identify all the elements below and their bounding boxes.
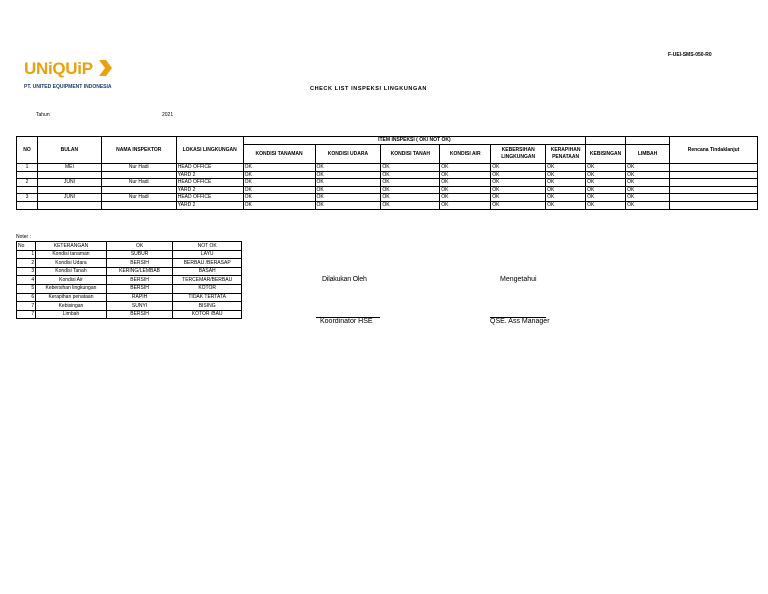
col-kondisi-air: KONDISI AIR [440,145,491,164]
cell-status: OK [315,186,381,194]
col-limbah: LIMBAH [626,145,670,164]
cell-status: OK [586,171,626,179]
notes-cell-keterangan: Kondisi tanaman [36,250,107,259]
cell-status: OK [440,164,491,172]
cell-status: OK [315,179,381,187]
col-lokasi: LOKASI LINGKUNGAN [176,137,243,164]
cell-bulan: JUNI [37,194,101,202]
notes-cell-no: 3 [17,267,36,276]
company-logo [24,59,113,79]
cell-status: OK [586,194,626,202]
acknowledged-label: Mengetahui [500,276,537,283]
cell-bulan: MEI [37,164,101,172]
cell-status: OK [626,179,670,187]
col-kebisingan: KEBISINGAN [586,145,626,164]
notes-cell-not-ok: BISING [173,302,242,311]
col-kondisi-tanah: KONDISI TANAH [381,145,440,164]
document-code: F-UEI-SMS-050-R0 [668,52,712,58]
notes-cell-keterangan: Kondisi Udara [36,259,107,268]
notes-cell-no: 2 [17,259,36,268]
cell-lokasi: HEAD OFFICE [176,179,243,187]
year-label: Tahun [36,112,50,118]
notes-cell-not-ok: KOTOR /BAU [173,310,242,319]
cell-lokasi: YARD 2 [176,201,243,209]
notes-row [17,276,242,285]
cell-status: OK [440,186,491,194]
table-row [17,179,758,187]
notes-cell-ok: BERSIH [106,284,173,293]
cell-lokasi: YARD 2 [176,171,243,179]
notes-row [17,293,242,302]
cell-no [17,201,38,209]
logo-wordmark: UNiQUiP [24,59,93,78]
notes-cell-ok: SUNYI [106,302,173,311]
cell-rencana [670,186,758,194]
cell-status: OK [243,164,315,172]
document-title: CHECK LIST INSPEKSI LINGKUNGAN [310,86,428,92]
inspection-table [16,136,758,210]
cell-rencana [670,179,758,187]
notes-col-not-ok: NOT OK [173,242,242,251]
cell-status: OK [491,179,546,187]
col-kebersihan: KEBERSIHAN LINGKUNGAN [491,145,546,164]
table-row [17,186,758,194]
cell-status: OK [491,171,546,179]
cell-inspektor: Nur Hadi [101,179,176,187]
cell-status: OK [546,194,586,202]
performed-by-label: Dilakukan Oleh [322,276,367,283]
cell-status: OK [440,179,491,187]
cell-rencana [670,201,758,209]
cell-status: OK [626,201,670,209]
notes-cell-keterangan: Kebisingan [36,302,107,311]
cell-status: OK [626,171,670,179]
cell-lokasi: YARD 2 [176,186,243,194]
cell-bulan [37,171,101,179]
cell-rencana [670,164,758,172]
cell-status: OK [586,179,626,187]
cell-status: OK [626,164,670,172]
cell-status: OK [315,194,381,202]
cell-status: OK [440,194,491,202]
notes-cell-no: 5 [17,284,36,293]
cell-status: OK [491,164,546,172]
cell-inspektor: Nur Hadi [101,164,176,172]
cell-status: OK [586,201,626,209]
cell-status: OK [381,171,440,179]
cell-no: 1 [17,164,38,172]
notes-cell-no: 7 [17,302,36,311]
col-kerapihan: KERAPIHAN PENATAAN [546,145,586,164]
performed-by-role: Koordinator HSE [320,318,373,325]
cell-status: OK [491,201,546,209]
cell-status: OK [626,194,670,202]
col-kondisi-udara: KONDISI UDARA [315,145,381,164]
cell-status: OK [381,201,440,209]
cell-inspektor [101,171,176,179]
notes-col-ok: OK [106,242,173,251]
cell-inspektor: Nur Hadi [101,194,176,202]
table-row [17,171,758,179]
notes-cell-keterangan: Kondisi Air [36,276,107,285]
col-bulan: BULAN [37,137,101,164]
notes-row [17,310,242,319]
cell-status: OK [440,201,491,209]
year-value: 2021 [162,112,174,118]
notes-table [16,241,242,319]
cell-no [17,186,38,194]
cell-status: OK [381,179,440,187]
notes-cell-ok: SUBUR [106,250,173,259]
cell-bulan [37,201,101,209]
cell-inspektor [101,186,176,194]
cell-status: OK [243,179,315,187]
cell-status: OK [381,164,440,172]
notes-cell-not-ok: KOTOR [173,284,242,293]
table-row [17,194,758,202]
notes-cell-not-ok: TIDAK TERTATA [173,293,242,302]
col-kondisi-tanaman: KONDISI TANAMAN [243,145,315,164]
acknowledged-role: QSE. Ass Manager [490,318,550,325]
cell-no [17,171,38,179]
notes-cell-no: 6 [17,293,36,302]
notes-cell-not-ok: TERCEMAR/BERBAU [173,276,242,285]
col-blank-b [626,137,670,145]
cell-status: OK [243,194,315,202]
cell-status: OK [381,186,440,194]
notes-col-no: No [17,242,36,251]
col-group-item-inspeksi: ITEM INSPEKSI ( OK/ NOT OK) [243,137,585,145]
company-name: PT. UNITED EQUIPMENT INDONESIA [24,84,112,90]
notes-cell-ok: KERING/LEMBAB [106,267,173,276]
notes-cell-keterangan: Limbah [36,310,107,319]
cell-lokasi: HEAD OFFICE [176,194,243,202]
cell-status: OK [491,194,546,202]
cell-status: OK [586,164,626,172]
notes-cell-keterangan: Kondisi Tanah [36,267,107,276]
cell-status: OK [546,171,586,179]
notes-cell-ok: RAPIH [106,293,173,302]
notes-row [17,302,242,311]
notes-cell-no: 1 [17,250,36,259]
notes-cell-no: 7 [17,310,36,319]
table-row [17,201,758,209]
cell-status: OK [315,171,381,179]
notes-cell-ok: BERSIH [106,310,173,319]
cell-status: OK [626,186,670,194]
cell-status: OK [440,171,491,179]
cell-status: OK [243,201,315,209]
cell-rencana [670,194,758,202]
notes-cell-not-ok: LAYU [173,250,242,259]
col-rencana: Rencana Tindaklanjut [670,137,758,164]
notes-cell-not-ok: BERBAU /BERASAP [173,259,242,268]
notes-col-keterangan: KETERANGAN [36,242,107,251]
notes-cell-ok: BERSIH [106,276,173,285]
notes-row [17,250,242,259]
cell-status: OK [315,164,381,172]
cell-inspektor [101,201,176,209]
notes-cell-ok: BERSIH [106,259,173,268]
cell-status: OK [586,186,626,194]
cell-bulan [37,186,101,194]
cell-no: 2 [17,179,38,187]
col-no: NO [17,137,38,164]
notes-row [17,284,242,293]
cell-no: 3 [17,194,38,202]
notes-row [17,259,242,268]
col-blank-a [586,137,626,145]
cell-status: OK [315,201,381,209]
cell-status: OK [546,201,586,209]
cell-lokasi: HEAD OFFICE [176,164,243,172]
cell-status: OK [381,194,440,202]
notes-cell-no: 4 [17,276,36,285]
notes-cell-not-ok: BASAH [173,267,242,276]
table-row [17,164,758,172]
notes-row [17,267,242,276]
cell-status: OK [546,179,586,187]
cell-status: OK [546,186,586,194]
cell-status: OK [243,171,315,179]
cell-rencana [670,171,758,179]
cell-status: OK [546,164,586,172]
cell-status: OK [491,186,546,194]
cell-bulan: JUNI [37,179,101,187]
notes-cell-keterangan: Kerapihan penataan [36,293,107,302]
col-inspektor: NAMA INSPEKTOR [101,137,176,164]
cell-status: OK [243,186,315,194]
notes-cell-keterangan: Kebersihan lingkungan [36,284,107,293]
notes-label: Noter : [16,234,32,240]
chevron-right-icon [97,59,113,77]
